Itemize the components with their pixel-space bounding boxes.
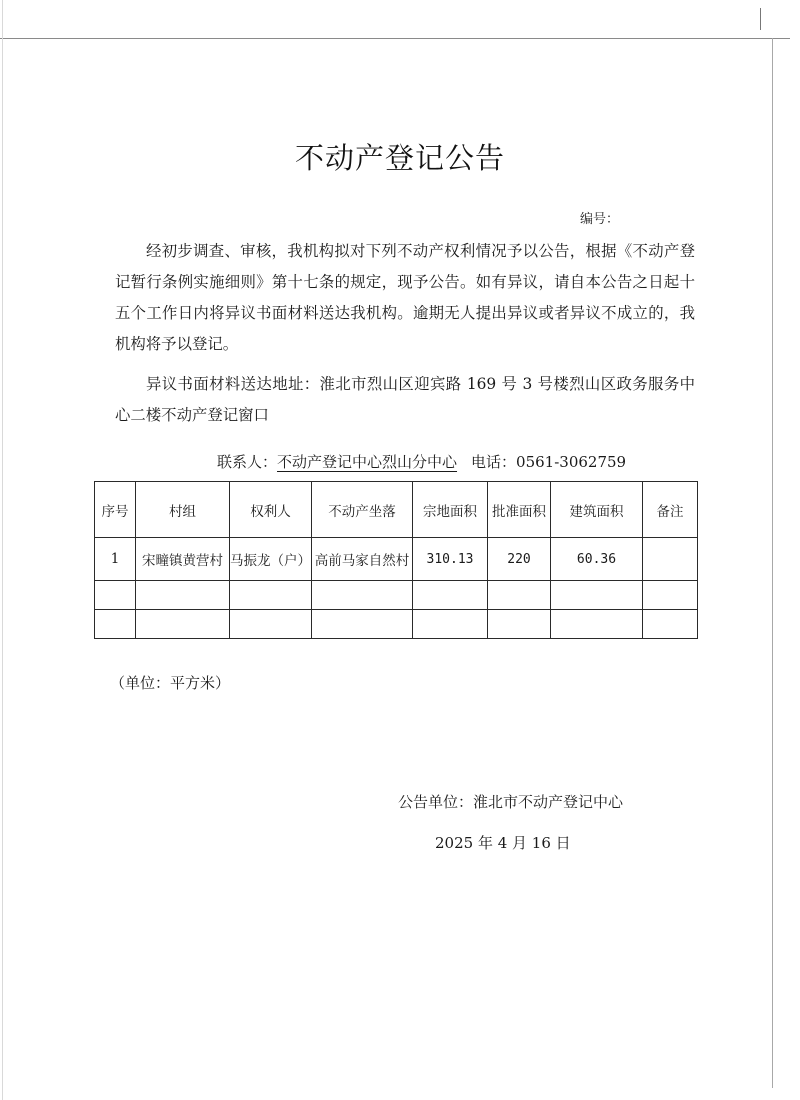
table-cell bbox=[136, 581, 230, 610]
contact-label: 联系人： bbox=[217, 453, 278, 471]
table-cell bbox=[312, 581, 413, 610]
table-cell: 220 bbox=[488, 538, 551, 581]
table-row bbox=[95, 538, 698, 581]
table-cell bbox=[643, 581, 698, 610]
scan-edge-right bbox=[772, 38, 773, 1088]
intro-paragraph bbox=[115, 236, 695, 360]
table-cell bbox=[413, 610, 488, 639]
notice-title: 不动产登记公告 bbox=[294, 141, 505, 175]
table-cell bbox=[551, 581, 643, 610]
table-cell bbox=[230, 581, 312, 610]
table-cell: 310.13 bbox=[413, 538, 488, 581]
table-cell bbox=[488, 610, 551, 639]
phone-number: 0561-3062759 bbox=[516, 453, 627, 471]
table-cell bbox=[413, 581, 488, 610]
intro-text: 经初步调查、审核，我机构拟对下列不动产权利情况予以公告，根据《不动产登记暂行条例实施细则》第十七条的规定，现予公告。如有异议，请自本公告之日起十五个工作日内将异议书面材料送达我机构。逾期无人提出异议或者异议不成立的，我机构将予以登记。 bbox=[115, 242, 695, 353]
table-cell bbox=[312, 610, 413, 639]
contact-org: 不动产登记中心烈山分中心 bbox=[277, 453, 458, 471]
address-paragraph bbox=[115, 369, 695, 431]
table-cell bbox=[643, 538, 698, 581]
table-cell: 宋疃镇黄营村 bbox=[136, 538, 230, 581]
table-cell bbox=[230, 610, 312, 639]
issue-date: 2025 年 4 月 16 日 bbox=[435, 834, 571, 852]
table-cell: 1 bbox=[95, 538, 136, 581]
table-header-row bbox=[95, 482, 698, 538]
unit-note: （单位：平方米） bbox=[110, 674, 231, 692]
table-cell bbox=[488, 581, 551, 610]
property-table bbox=[94, 481, 698, 639]
header-cell: 序号 bbox=[95, 482, 136, 538]
table-cell bbox=[95, 610, 136, 639]
scan-edge-top bbox=[0, 38, 790, 39]
address-text: 异议书面材料送达地址：淮北市烈山区迎宾路 169 号 3 号楼烈山区政务服务中心二楼不动产登记窗口 bbox=[115, 375, 695, 424]
table-cell bbox=[136, 610, 230, 639]
table-cell: 马振龙（户） bbox=[230, 538, 312, 581]
table-cell bbox=[551, 610, 643, 639]
table-row-empty bbox=[95, 581, 698, 610]
table-row-empty bbox=[95, 610, 698, 639]
phone-label: 电话： bbox=[471, 453, 517, 471]
header-cell: 不动产坐落 bbox=[312, 482, 413, 538]
table-cell bbox=[95, 581, 136, 610]
scan-edge-mark bbox=[760, 8, 761, 30]
header-cell: 批准面积 bbox=[488, 482, 551, 538]
header-cell: 权利人 bbox=[230, 482, 312, 538]
header-cell: 村组 bbox=[136, 482, 230, 538]
table-cell: 高前马家自然村 bbox=[312, 538, 413, 581]
table-cell: 60.36 bbox=[551, 538, 643, 581]
table-cell bbox=[643, 610, 698, 639]
contact-line bbox=[217, 451, 626, 472]
header-cell: 宗地面积 bbox=[413, 482, 488, 538]
serial-number-label: 编号： bbox=[580, 212, 620, 227]
issuer-line: 公告单位：淮北市不动产登记中心 bbox=[398, 793, 624, 811]
header-cell: 备注 bbox=[643, 482, 698, 538]
header-cell: 建筑面积 bbox=[551, 482, 643, 538]
